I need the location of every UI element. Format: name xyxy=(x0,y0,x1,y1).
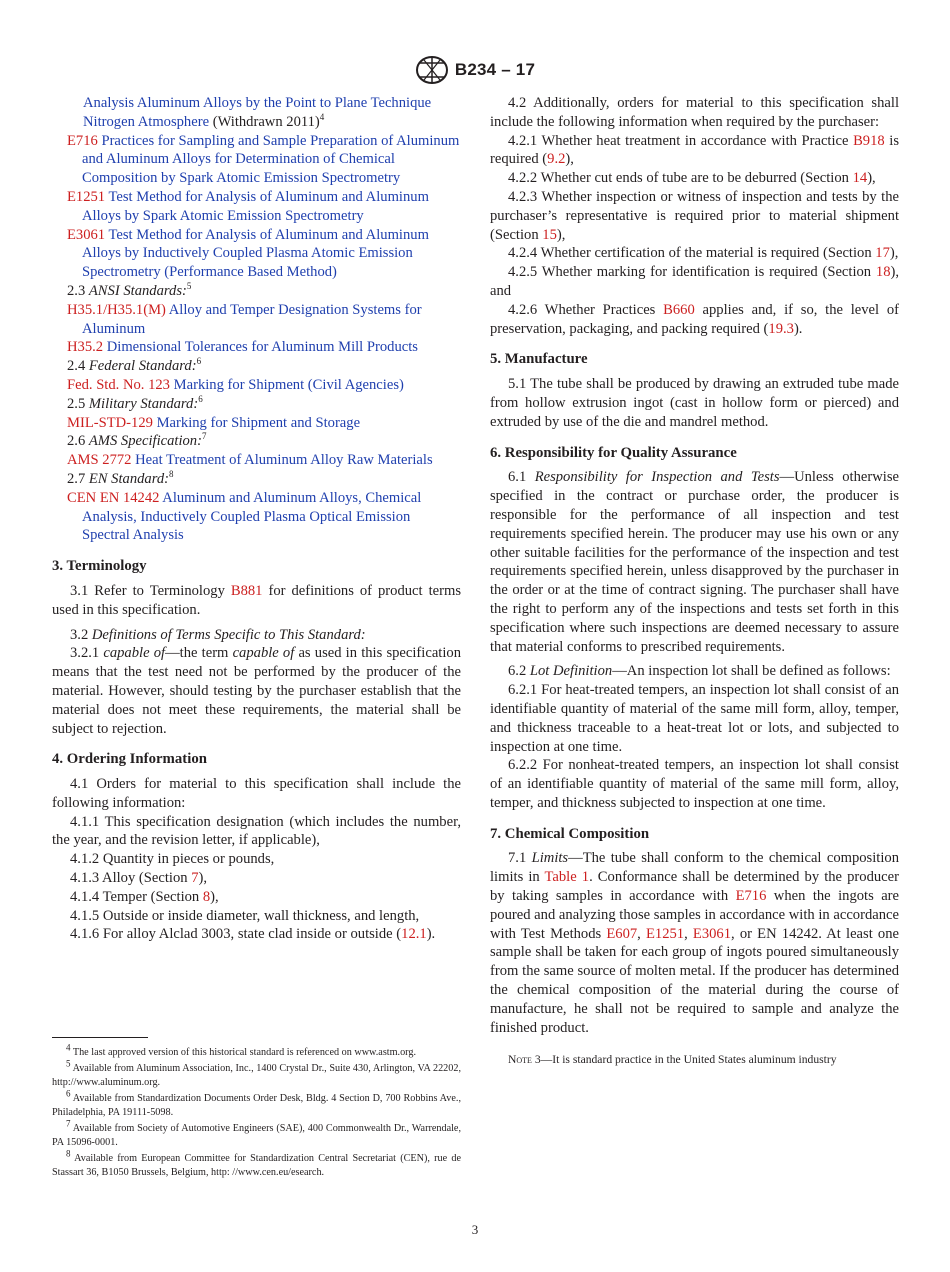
reference-code-link[interactable]: MIL-STD-129 xyxy=(67,414,153,431)
reference-code-link[interactable]: CEN EN 14242 xyxy=(67,489,160,506)
inline-link[interactable]: B660 xyxy=(663,301,695,318)
table-link[interactable]: Table 1 xyxy=(544,869,590,886)
subsection-ams: 2.6 AMS Specification:$^7$ xyxy=(67,431,207,450)
inline-link[interactable]: 12.1 xyxy=(401,926,427,943)
section-heading-ordering: 4. Ordering Information xyxy=(52,751,207,768)
footnote-rule xyxy=(52,1037,148,1038)
note-3: Note 3—It is standard practice in the United States aluminum industry xyxy=(508,1053,837,1067)
inline-link[interactable]: 14 xyxy=(852,170,868,187)
page-number: 3 xyxy=(471,1222,479,1237)
inline-link[interactable]: 8 xyxy=(202,888,211,905)
footnotes xyxy=(52,1042,461,1182)
inline-link[interactable]: E607 xyxy=(606,925,638,942)
left-column xyxy=(52,94,461,944)
subsection-en: 2.7 EN Standard:$^8$ xyxy=(67,469,174,487)
reference-mil-std xyxy=(52,414,461,433)
paragraph-4-1-1: 4.1.1 This specification designation (which includes the number, the year, and the revision letter, if applicable), xyxy=(52,813,461,849)
footnote-8: $^8$ Available from European Committee for Standardization Central Secretariat (CEN), rue de Stassart 36, B1050 Brussels, Belgium, http: //www.cen.eu/esearch. xyxy=(52,1148,461,1178)
paragraph-4-2-3: 4.2.3 Whether inspection or witness of inspection and tests by the purchaser’s representative is required prior to material shipment (Section 15), xyxy=(490,188,899,243)
inline-link[interactable]: 18 xyxy=(875,264,891,281)
subsection-federal: 2.4 Federal Standard:$^6$ xyxy=(67,356,202,375)
reference-code-link[interactable]: Fed. Std. No. 123 xyxy=(67,376,170,393)
reference-title-link[interactable]: Dimensional Tolerances for Aluminum Mill Products xyxy=(103,339,418,356)
paragraph-4-2-4: 4.2.4 Whether certification of the material is required (Section 17), xyxy=(508,245,899,262)
reference-title-link[interactable]: Test Method for Analysis of Aluminum and Aluminum Alloys by Inductively Coupled Plasma Atomic Emission Spectrometry (Performance Based Method) xyxy=(82,226,429,281)
section-heading-chemical: 7. Chemical Composition xyxy=(490,825,650,842)
section-heading-quality: 6. Responsibility for Quality Assurance xyxy=(490,444,737,461)
footnote-6: $^6$ Available from Standardization Documents Order Desk, Bldg. 4 Section D, 700 Robbins Ave., Philadelphia, PA 19111-5098. xyxy=(52,1088,461,1118)
reference-title-link[interactable]: Heat Treatment of Aluminum Alloy Raw Materials xyxy=(131,452,433,469)
inline-link[interactable]: 9.2 xyxy=(547,151,566,168)
footnote-5: $^5$ Available from Aluminum Association, Inc., 1400 Crystal Dr., Suite 430, Arlington, VA 22202, http://www.aluminum.org. xyxy=(52,1058,461,1088)
section-heading-manufacture: 5. Manufacture xyxy=(490,351,588,368)
section-heading-terminology: 3. Terminology xyxy=(52,558,147,575)
inline-link[interactable]: 7 xyxy=(191,870,199,887)
reference-cen xyxy=(52,489,461,545)
reference-continued: Analysis Aluminum Alloys by the Point to Plane Technique Nitrogen Atmosphere (Withdrawn 2011)$^4$ xyxy=(83,95,432,130)
page-header xyxy=(0,54,950,86)
reference-h351 xyxy=(52,301,461,339)
footnote-4: $^4$ The last approved version of this historical standard is referenced on www.astm.org. xyxy=(66,1042,417,1058)
reference-code-link[interactable]: E716 xyxy=(67,132,98,149)
paragraph-4-1-4: 4.1.4 Temper (Section 8), xyxy=(70,888,219,905)
reference-title-link[interactable]: Marking for Shipment (Civil Agencies) xyxy=(169,376,404,393)
reference-code-link[interactable]: E3061 xyxy=(67,226,106,243)
standard-designation: B234 – 17 xyxy=(454,60,536,79)
inline-link[interactable]: B918 xyxy=(853,132,885,149)
paragraph-6-2: 6.2 Lot Definition—An inspection lot shall be defined as follows: xyxy=(508,663,891,680)
paragraph-4-2-2: 4.2.2 Whether cut ends of tube are to be deburred (Section 14), xyxy=(508,170,876,187)
paragraph-6-2-2: 6.2.2 For nonheat-treated tempers, an inspection lot shall consist of an identifiable quantity of material of the same mill form, alloy, temper, and thickness subjected to inspection at one time. xyxy=(490,757,899,811)
inline-link[interactable]: B881 xyxy=(230,582,263,599)
reference-link[interactable]: Analysis Aluminum Alloys by the Point to Plane Technique Nitrogen Atmosphere xyxy=(83,95,432,130)
astm-logo-icon xyxy=(415,55,449,85)
inline-link[interactable]: 17 xyxy=(875,245,890,262)
paragraph-3-2-1: 3.2.1 capable of—the term capable of as used in this specification means that the test need not be performed by the producer of the material. However, should testing by the purchaser establish that the material does not meet these requirements, the material shall be subject to rejection. xyxy=(52,645,462,737)
reference-fed-std xyxy=(52,376,461,395)
reference-title-link[interactable]: Aluminum and Aluminum Alloys, Chemical Analysis, Inductively Coupled Plasma Optical Emission Spectral Analysis xyxy=(82,489,422,544)
paragraph-4-2: 4.2 Additionally, orders for material to this specification shall include the following information when required by the purchaser: xyxy=(490,95,899,130)
paragraph-4-1-6: 4.1.6 For alloy Alclad 3003, state clad inside or outside (12.1). xyxy=(70,926,436,943)
reference-e3061 xyxy=(52,226,461,282)
reference-code-link[interactable]: AMS 2772 xyxy=(67,452,132,469)
reference-code-link[interactable]: E1251 xyxy=(67,188,106,205)
paragraph-7-1: 7.1 Limits—The tube shall conform to the chemical composition limits in Table 1. Conformance shall be determined by the producer by taking samples in accordance with E716 when the ingots are poured and analyzing those samples in accordance with in accordance with Test Methods E607, E1251, E3061, or EN 14242. At least one sample shall be taken for each group of ingots poured simultaneously from the same source of molten metal. If the producer has determined the chemical composition of the material during the course of manufacture, he shall not be required to sample and analyze the finished product. xyxy=(490,850,900,1036)
paragraph-6-1: 6.1 Responsibility for Inspection and Tests—Unless otherwise specified in the contract or purchase order, the producer is responsible for the performance of all inspection and test requirements specified herein. The producer may use his own or any other suitable facilities for the performance of the inspection and test requirements specified herein, unless disapproved by the purchaser in the order or at the time of contract signing. The purchaser shall have the right to perform any of the inspections and tests set forth in this specification where such inspections are deemed necessary to assure that material conforms to prescribed requirements. xyxy=(490,469,899,655)
paragraph-4-1-2: 4.1.2 Quantity in pieces or pounds, xyxy=(70,851,275,868)
inline-link[interactable]: 19.3 xyxy=(768,320,794,337)
inline-link[interactable]: E716 xyxy=(735,888,767,905)
reference-title-link[interactable]: Alloy and Temper Designation Systems for Aluminum xyxy=(82,301,422,337)
inline-link[interactable]: E3061 xyxy=(692,925,732,942)
paragraph-4-2-6: 4.2.6 Whether Practices B660 applies and, if so, the level of preservation, packaging, and packing required (19.3). xyxy=(490,301,900,337)
paragraph-6-2-1: 6.2.1 For heat-treated tempers, an inspection lot shall consist of an identifiable quantity of material of the same mill form, alloy, temper, and thickness traceable to a heat-treat lot or lots, and subjected to inspection at one time. xyxy=(490,682,899,755)
reference-title-link[interactable]: Test Method for Analysis of Aluminum and Aluminum Alloys by Spark Atomic Emission Spectrometry xyxy=(82,188,429,224)
paragraph-3-1: 3.1 Refer to Terminology B881 for definitions of product terms used in this specification. xyxy=(52,582,461,618)
reference-e716 xyxy=(52,132,461,188)
footnote-7: $^7$ Available from Society of Automotive Engineers (SAE), 400 Commonwealth Dr., Warrendale, PA 15096-0001. xyxy=(52,1118,461,1148)
inline-link[interactable]: 15 xyxy=(542,226,557,243)
subsection-ansi: 2.3 ANSI Standards:$^5$ xyxy=(67,281,192,299)
paragraph-3-2: 3.2 Definitions of Terms Specific to This Standard: xyxy=(70,626,366,643)
paragraph-4-1: 4.1 Orders for material to this specification shall include the following information: xyxy=(52,776,461,811)
reference-h352 xyxy=(52,338,461,357)
subsection-military: 2.5 Military Standard:$^6$ xyxy=(67,393,203,412)
paragraph-4-2-5: 4.2.5 Whether marking for identification is required (Section 18), and xyxy=(490,264,899,299)
paragraph-4-2-1: 4.2.1 Whether heat treatment in accordance with Practice B918 is required (9.2), xyxy=(490,132,899,168)
reference-title-link[interactable]: Practices for Sampling and Sample Preparation of Aluminum and Aluminum Alloys for Determination of Chemical Composition by Spark Atomic Emission Spectrometry xyxy=(82,132,460,187)
paragraph-5-1: 5.1 The tube shall be produced by drawing an extruded tube made from hollow extrusion ingot (cast in hollow form or pierced) and extruded by use of the die and mandrel method. xyxy=(490,376,899,430)
inline-link[interactable]: E1251 xyxy=(645,925,685,942)
reference-title-link[interactable]: Marking for Shipment and Storage xyxy=(152,414,361,431)
reference-code-link[interactable]: H35.1/H35.1(M) xyxy=(67,301,166,318)
right-column xyxy=(490,94,899,1070)
reference-code-link[interactable]: H35.2 xyxy=(67,339,104,356)
reference-e1251 xyxy=(52,188,461,226)
paragraph-4-1-3: 4.1.3 Alloy (Section 7), xyxy=(70,870,208,887)
paragraph-4-1-5: 4.1.5 Outside or inside diameter, wall thickness, and length, xyxy=(70,907,420,924)
reference-ams xyxy=(52,451,461,470)
